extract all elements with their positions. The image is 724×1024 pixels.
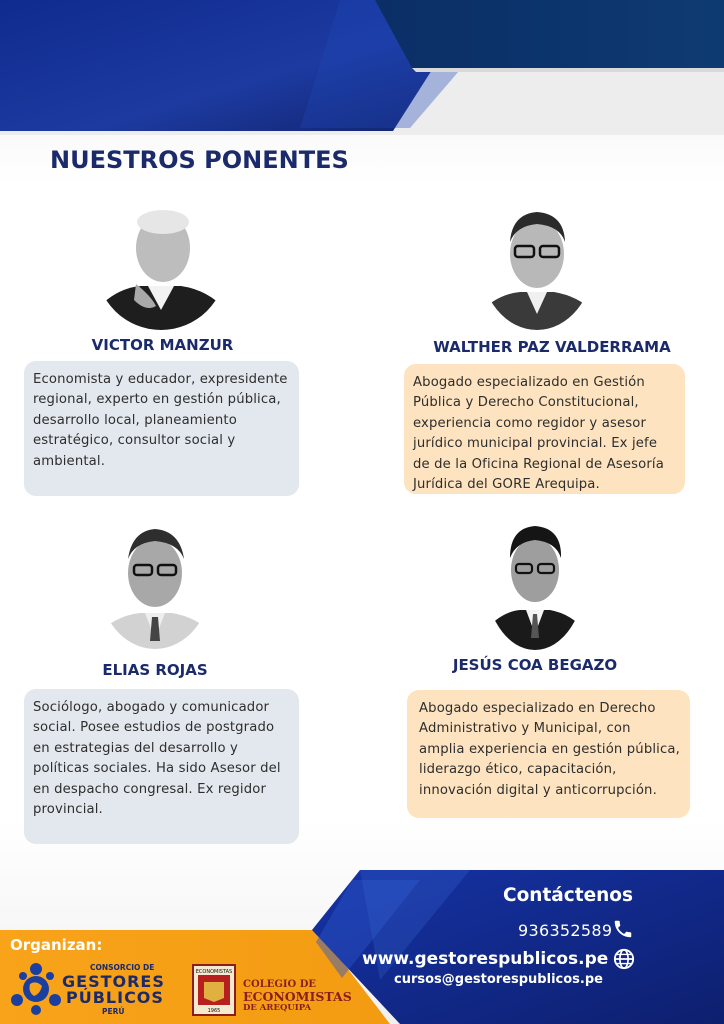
svg-text:ECONOMISTAS: ECONOMISTAS — [195, 969, 233, 975]
colegio-seal-icon — [192, 964, 236, 1016]
phone-icon — [612, 918, 634, 940]
gestores-logo-line1: CONSORCIO DE — [90, 963, 155, 972]
gestores-logo-line3: PÚBLICOS — [66, 988, 164, 1007]
speaker-name-victor: VICTOR MANZUR — [91, 336, 234, 354]
speaker-name-walther: WALTHER PAZ VALDERRAMA — [433, 338, 671, 356]
header-banner — [0, 0, 724, 135]
speaker-photo-elias — [98, 521, 212, 649]
speaker-name-jesus: JESÚS COA BEGAZO — [452, 656, 618, 674]
speaker-bio-jesus: Abogado especializado en Derecho Administrativo y Municipal, con amplia experiencia en gestión pública, liderazgo ético, capacitación, innovación digital y anticorrupción. — [407, 690, 690, 818]
colegio-logo-line2: ECONOMISTAS — [243, 989, 352, 1004]
contact-title: Contáctenos — [503, 885, 634, 906]
speaker-photo-jesus — [484, 516, 586, 650]
speaker-name-elias: ELIAS ROJAS — [102, 661, 208, 679]
gestores-logo-line4: PERÚ — [102, 1007, 125, 1016]
organizers-label: Organizan: — [10, 936, 103, 954]
gestores-publicos-logo-icon — [10, 962, 62, 1016]
speaker-photo-walther — [480, 202, 594, 330]
section-title: NUESTROS PONENTES — [50, 146, 349, 174]
phone-number[interactable]: 936352589 — [518, 921, 613, 940]
speaker-bio-elias: Sociólogo, abogado y comunicador social. Posee estudios de postgrado en estrategias del desarrollo y políticas sociales. Ha sido Asesor del en despacho congresal. Ex regidor provincial. — [24, 689, 299, 844]
colegio-logo-line3: DE AREQUIPA — [243, 1003, 312, 1013]
email-link[interactable]: cursos@gestorespublicos.pe — [394, 972, 603, 987]
colegio-logo-line1: COLEGIO DE — [243, 979, 317, 990]
speaker-photo-victor — [96, 200, 226, 330]
gestores-logo-line2: GESTORES — [62, 972, 165, 991]
svg-text:1965: 1965 — [207, 1008, 221, 1014]
globe-icon — [613, 948, 635, 970]
website-link[interactable]: www.gestorespublicos.pe — [362, 949, 609, 969]
speaker-bio-walther: Abogado especializado en Gestión Pública y Derecho Constitucional, experiencia como regidor y asesor jurídico municipal provincial. Ex jefe de de la Oficina Regional de Asesoría Jurídica del GORE Arequipa. — [404, 364, 685, 494]
speaker-bio-victor: Economista y educador, expresidente regional, experto en gestión pública, desarrollo local, planeamiento estratégico, consultor social y ambiental. — [24, 361, 299, 496]
